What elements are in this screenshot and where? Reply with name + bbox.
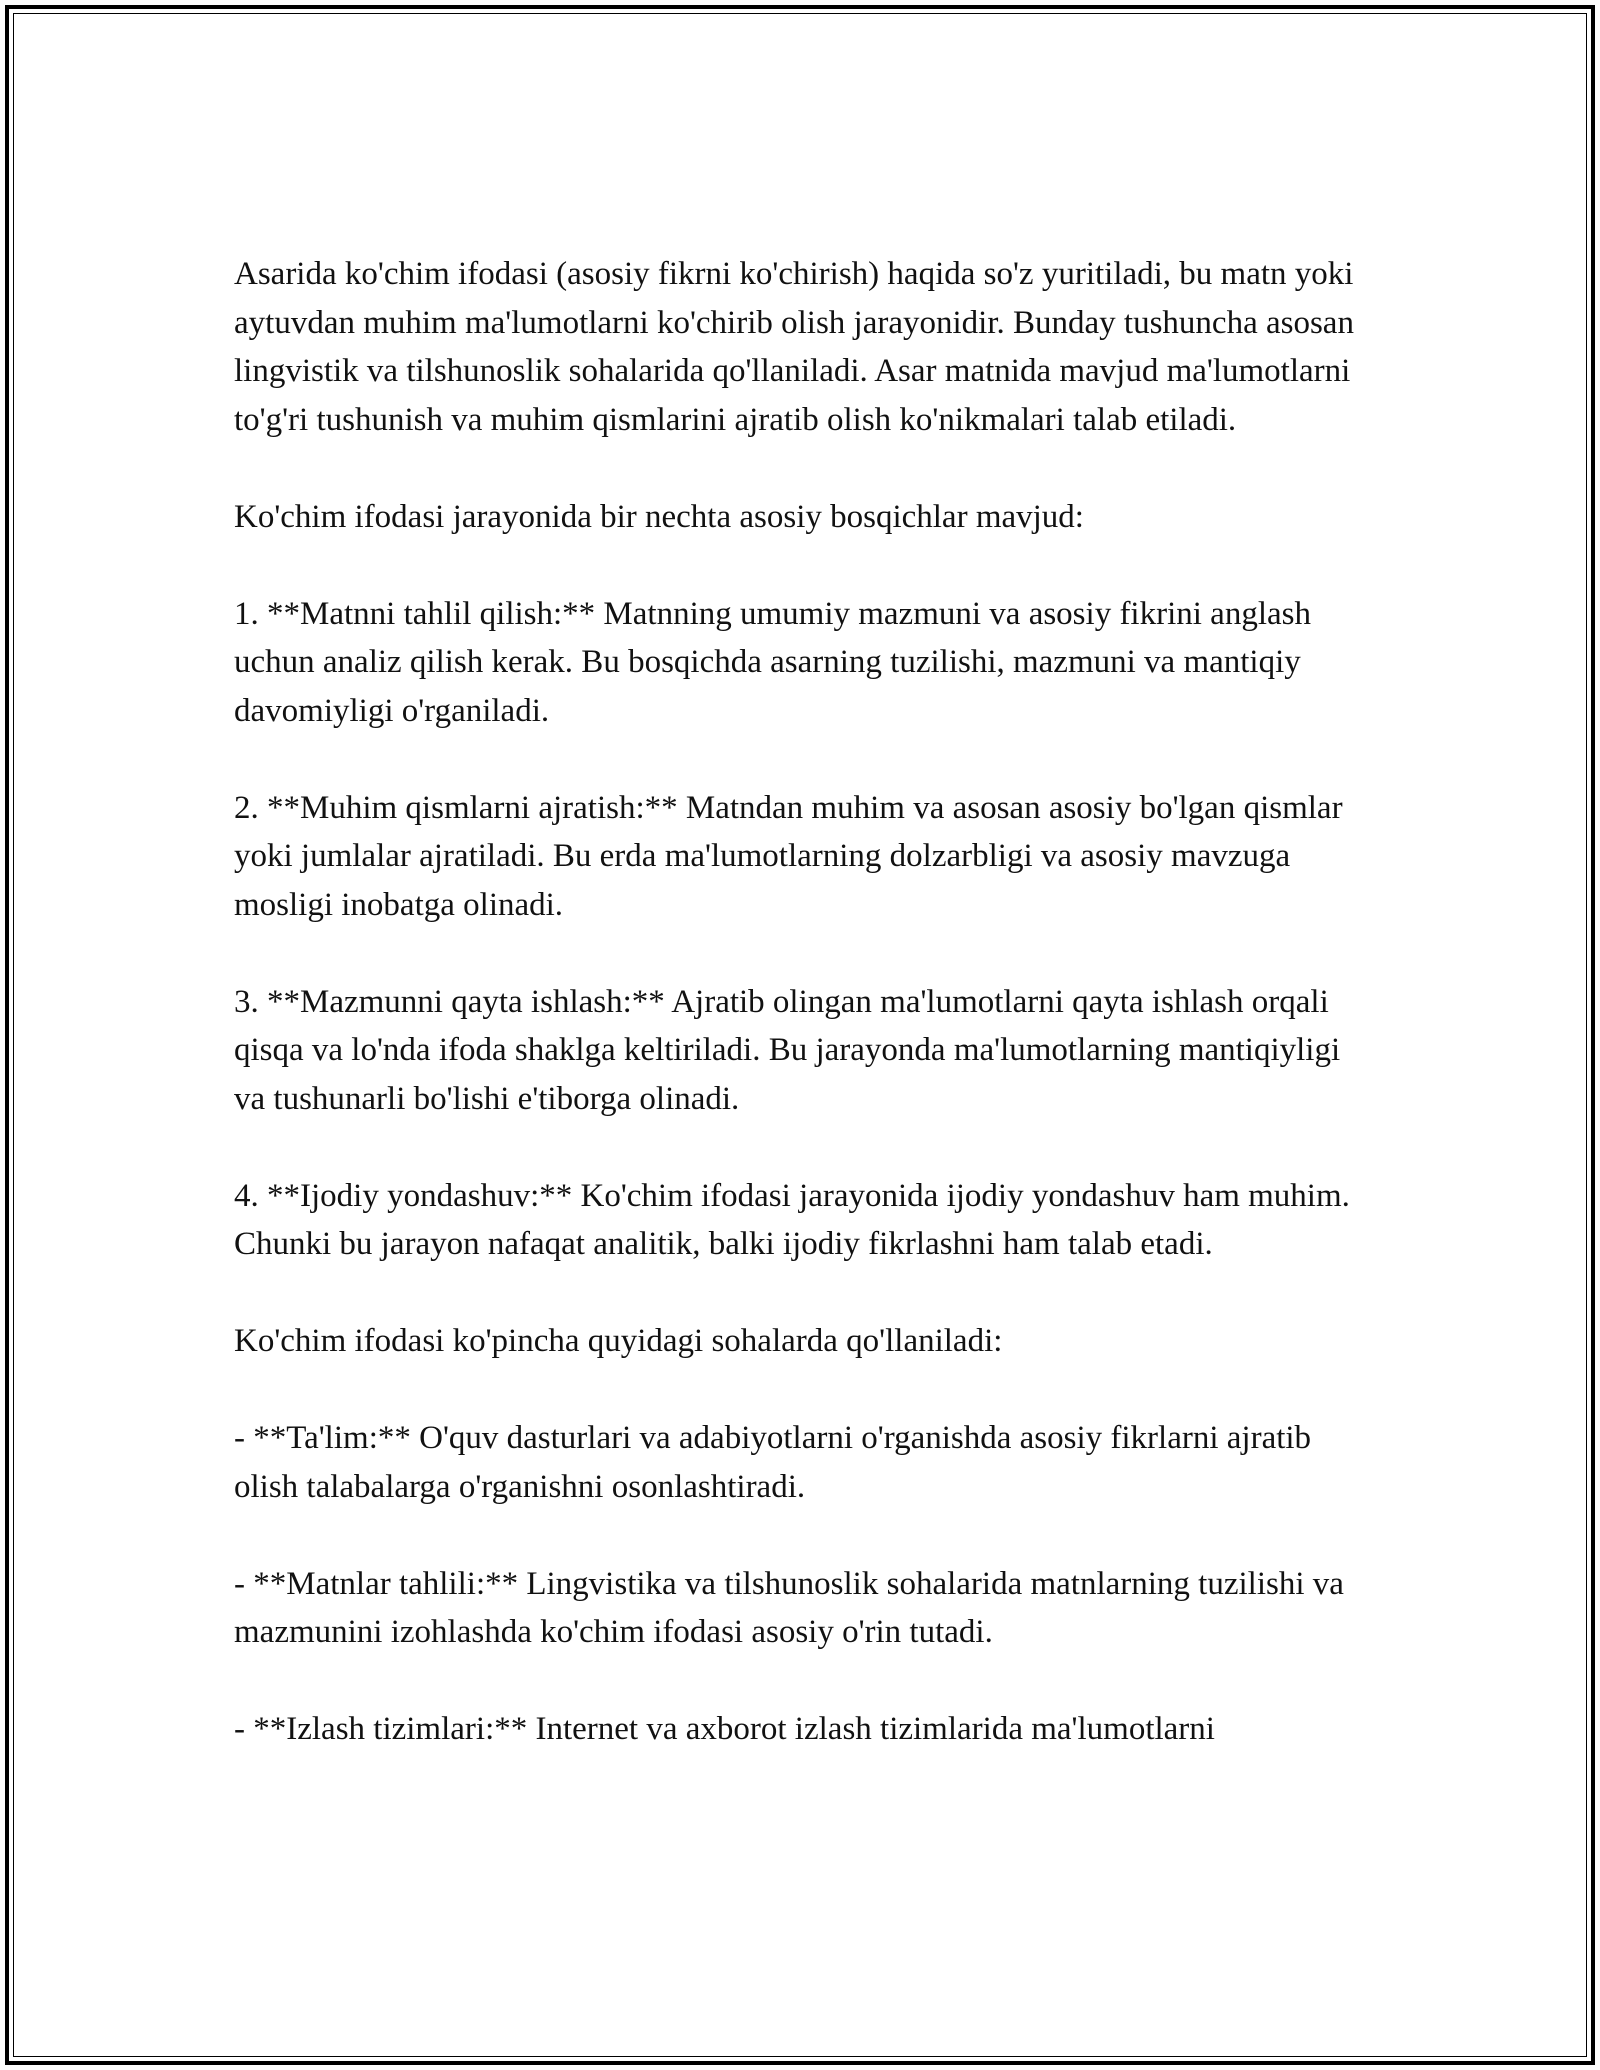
stages-heading: Ko'chim ifodasi jarayonida bir nechta asosiy bosqichlar mavjud: bbox=[234, 498, 1084, 535]
field-item-search-systems: - **Izlash tizimlari:** Internet va axborot izlash tizimlarida ma'lumotlarni bbox=[234, 1711, 1215, 1747]
stage-item-1: 1. **Matnni tahlil qilish:** Matnning umumiy mazmuni va asosiy fikrini anglash uchun analiz qilish kerak. Bu bosqichda asarning tuzilishi, mazmuni va mantiqiy davomiyligi o'rganiladi. bbox=[234, 595, 1311, 729]
stage-item-3: 3. **Mazmunni qayta ishlash:** Ajratib olingan ma'lumotlarni qayta ishlash orqali qisqa va lo'nda ifoda shaklga keltiriladi. Bu jarayonda ma'lumotlarning mantiqiyligi va tushunarli bo'lishi e'tiborga olinadi. bbox=[234, 983, 1341, 1117]
document-body bbox=[234, 250, 1374, 1754]
intro-paragraph: Asarida ko'chim ifodasi (asosiy fikrni ko'chirish) haqida so'z yuritiladi, bu matn yoki aytuvdan muhim ma'lumotlarni ko'chirib olish jarayonidir. Bunday tushuncha asosan lingvistik va tilshunoslik sohalarida qo'llaniladi. Asar matnida mavjud ma'lumotlarni to'g'ri tushunish va muhim qismlarini ajratib olish ko'nikmalari talab etiladi. bbox=[234, 256, 1354, 438]
field-item-text-analysis: - **Matnlar tahlili:** Lingvistika va tilshunoslik sohalarida matnlarning tuzilishi va mazmunini izohlashda ko'chim ifodasi asosiy o'rin tutadi. bbox=[234, 1565, 1344, 1650]
field-item-education: - **Ta'lim:** O'quv dasturlari va adabiyotlarni o'rganishda asosiy fikrlarni ajratib olish talabalarga o'rganishni osonlashtiradi. bbox=[234, 1420, 1312, 1505]
stage-item-2: 2. **Muhim qismlarni ajratish:** Matndan muhim va asosan asosiy bo'lgan qismlar yoki jumlalar ajratiladi. Bu erda ma'lumotlarning dolzarbligi va asosiy mavzuga mosligi inobatga olinadi. bbox=[234, 789, 1343, 923]
stage-item-4: 4. **Ijodiy yondashuv:** Ko'chim ifodasi jarayonida ijodiy yondashuv ham muhim. Chunki bu jarayon nafaqat analitik, balki ijodiy fikrlashni ham talab etadi. bbox=[234, 1177, 1350, 1262]
fields-heading: Ko'chim ifodasi ko'pincha quyidagi sohalarda qo'llaniladi: bbox=[234, 1323, 1003, 1359]
